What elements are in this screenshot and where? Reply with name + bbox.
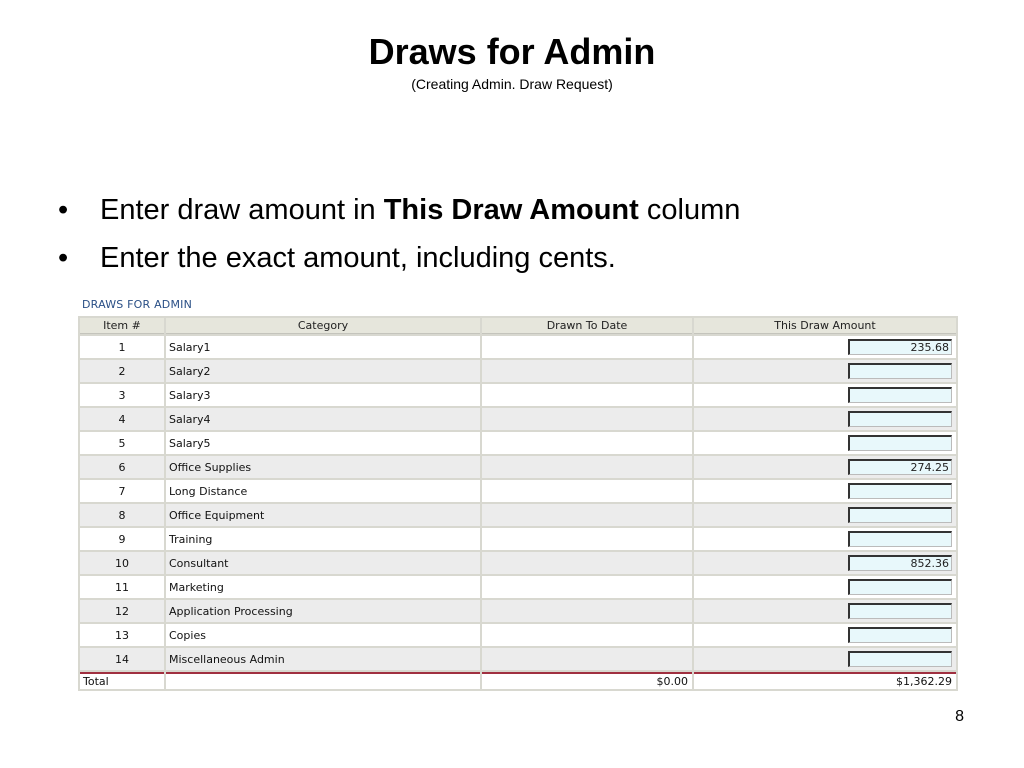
category-cell: Training — [166, 528, 480, 550]
item-number-cell: 13 — [80, 624, 164, 646]
this-draw-amount-input[interactable] — [848, 387, 952, 403]
column-header-drawn-to-date[interactable]: Drawn To Date — [482, 318, 692, 334]
table-row — [80, 408, 956, 430]
table-row — [80, 360, 956, 382]
drawn-to-date-cell — [482, 552, 692, 574]
total-this-draw-amount: $1,362.29 — [694, 672, 956, 689]
item-number-cell: 4 — [80, 408, 164, 430]
table-row — [80, 576, 956, 598]
table-row — [80, 456, 956, 478]
item-number-cell: 9 — [80, 528, 164, 550]
table-row — [80, 528, 956, 550]
this-draw-amount-input[interactable] — [848, 627, 952, 643]
category-cell: Salary2 — [166, 360, 480, 382]
category-cell: Salary1 — [166, 336, 480, 358]
table-heading: DRAWS FOR ADMIN — [82, 298, 193, 311]
this-draw-amount-input[interactable] — [848, 555, 952, 571]
this-draw-amount-cell — [694, 552, 956, 574]
slide-subtitle: (Creating Admin. Draw Request) — [411, 76, 613, 92]
drawn-to-date-cell — [482, 408, 692, 430]
category-cell: Copies — [166, 624, 480, 646]
drawn-to-date-cell — [482, 600, 692, 622]
this-draw-amount-cell — [694, 456, 956, 478]
category-cell: Salary3 — [166, 384, 480, 406]
this-draw-amount-cell — [694, 600, 956, 622]
total-label: Total — [80, 672, 164, 689]
item-number-cell: 11 — [80, 576, 164, 598]
item-number-cell: 10 — [80, 552, 164, 574]
bullet-dot: • — [58, 242, 69, 274]
category-cell: Application Processing — [166, 600, 480, 622]
this-draw-amount-cell — [694, 384, 956, 406]
total-category-cell — [166, 672, 480, 689]
this-draw-amount-cell — [694, 576, 956, 598]
table-row — [80, 600, 956, 622]
draws-table — [78, 316, 958, 691]
table-row — [80, 648, 956, 670]
this-draw-amount-input[interactable] — [848, 651, 952, 667]
item-number-cell: 7 — [80, 480, 164, 502]
category-cell: Salary4 — [166, 408, 480, 430]
drawn-to-date-cell — [482, 480, 692, 502]
this-draw-amount-input[interactable] — [848, 531, 952, 547]
item-number-cell: 12 — [80, 600, 164, 622]
total-row — [80, 672, 956, 689]
drawn-to-date-cell — [482, 456, 692, 478]
this-draw-amount-input[interactable] — [848, 579, 952, 595]
this-draw-amount-cell — [694, 624, 956, 646]
category-cell: Salary5 — [166, 432, 480, 454]
bullet-emphasis: This Draw Amount — [383, 194, 639, 226]
bullet-dot: • — [58, 194, 69, 226]
drawn-to-date-cell — [482, 336, 692, 358]
bullet-text: Enter draw amount in — [100, 194, 384, 226]
category-cell: Consultant — [166, 552, 480, 574]
drawn-to-date-cell — [482, 504, 692, 526]
this-draw-amount-cell — [694, 408, 956, 430]
this-draw-amount-input[interactable] — [848, 483, 952, 499]
column-header-category[interactable]: Category — [166, 318, 480, 334]
this-draw-amount-cell — [694, 648, 956, 670]
this-draw-amount-cell — [694, 336, 956, 358]
this-draw-amount-cell — [694, 504, 956, 526]
column-header-this-draw-amount[interactable]: This Draw Amount — [694, 318, 956, 334]
table-row — [80, 624, 956, 646]
this-draw-amount-cell — [694, 480, 956, 502]
drawn-to-date-cell — [482, 576, 692, 598]
table-row — [80, 336, 956, 358]
drawn-to-date-cell — [482, 648, 692, 670]
category-cell: Office Supplies — [166, 456, 480, 478]
table-row — [80, 504, 956, 526]
page-number: 8 — [955, 708, 964, 725]
column-header-item[interactable]: Item # — [80, 318, 164, 334]
this-draw-amount-cell — [694, 528, 956, 550]
table-row — [80, 384, 956, 406]
item-number-cell: 14 — [80, 648, 164, 670]
slide-title: Draws for Admin — [368, 31, 656, 72]
this-draw-amount-cell — [694, 360, 956, 382]
item-number-cell: 3 — [80, 384, 164, 406]
bullet-item — [58, 186, 740, 234]
category-cell: Long Distance — [166, 480, 480, 502]
this-draw-amount-input[interactable] — [848, 507, 952, 523]
table-row — [80, 480, 956, 502]
bullet-list — [58, 186, 740, 282]
drawn-to-date-cell — [482, 528, 692, 550]
drawn-to-date-cell — [482, 384, 692, 406]
table-body — [80, 336, 956, 670]
item-number-cell: 5 — [80, 432, 164, 454]
this-draw-amount-input[interactable] — [848, 459, 952, 475]
drawn-to-date-cell — [482, 360, 692, 382]
this-draw-amount-input[interactable] — [848, 603, 952, 619]
drawn-to-date-cell — [482, 624, 692, 646]
this-draw-amount-input[interactable] — [848, 435, 952, 451]
this-draw-amount-input[interactable] — [848, 411, 952, 427]
item-number-cell: 2 — [80, 360, 164, 382]
this-draw-amount-cell — [694, 432, 956, 454]
this-draw-amount-input[interactable] — [848, 339, 952, 355]
item-number-cell: 8 — [80, 504, 164, 526]
category-cell: Office Equipment — [166, 504, 480, 526]
bullet-item — [58, 234, 740, 282]
table-row — [80, 552, 956, 574]
total-drawn-to-date: $0.00 — [482, 672, 692, 689]
item-number-cell: 6 — [80, 456, 164, 478]
table-row — [80, 432, 956, 454]
category-cell: Marketing — [166, 576, 480, 598]
bullet-text: column — [638, 194, 741, 226]
table-header-row — [80, 318, 956, 334]
bullet-text: Enter the exact amount, including cents. — [100, 242, 616, 274]
item-number-cell: 1 — [80, 336, 164, 358]
category-cell: Miscellaneous Admin — [166, 648, 480, 670]
this-draw-amount-input[interactable] — [848, 363, 952, 379]
drawn-to-date-cell — [482, 432, 692, 454]
